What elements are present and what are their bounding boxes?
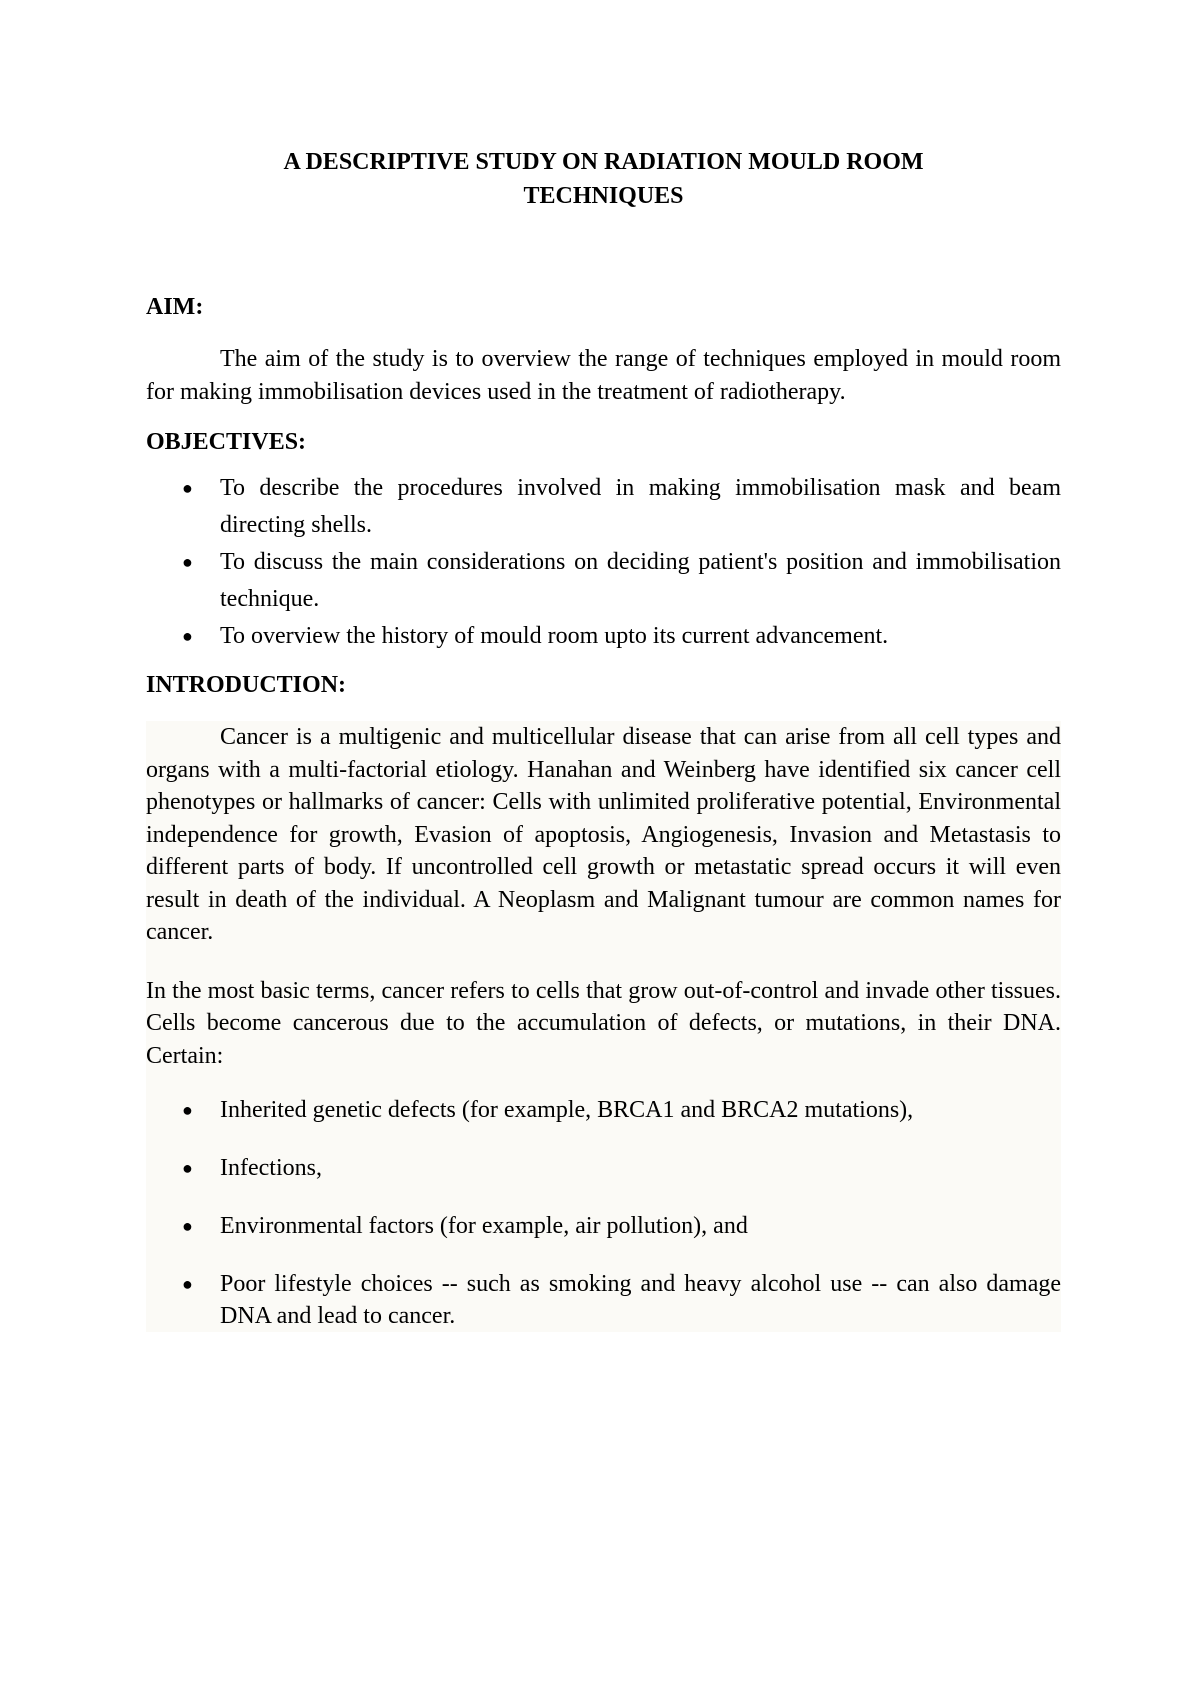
document-body (146, 145, 1061, 1358)
objective-text: To discuss the main considerations on deciding patient's position and immobilisation technique. (220, 549, 1061, 612)
title-line-2: TECHNIQUES (523, 183, 684, 209)
title-line-1: A DESCRIPTIVE STUDY ON RADIATION MOULD ROOM (283, 149, 924, 175)
objective-text: To overview the history of mould room upto its current advancement. (220, 623, 889, 649)
introduction-paragraph-2: In the most basic terms, cancer refers to cells that grow out-of-control and invade other tissues. Cells become cancerous due to the accumulation of defects, or mutations, in their DNA. Certain: (146, 977, 1061, 1069)
objectives-list (146, 470, 1061, 655)
objectives-heading: OBJECTIVES: (146, 429, 307, 455)
cause-text: Inherited genetic defects (for example, BRCA1 and BRCA2 mutations), (220, 1097, 914, 1123)
bullet-icon: ● (182, 1100, 193, 1120)
bullet-icon: ● (182, 552, 193, 572)
cause-text: Infections, (220, 1155, 322, 1181)
causes-list (146, 1094, 1061, 1332)
list-item (146, 1094, 1061, 1126)
aim-paragraph: The aim of the study is to overview the range of techniques employed in mould room for making immobilisation devices used in the treatment of radiotherapy. (146, 346, 1061, 405)
introduction-heading: INTRODUCTION: (146, 672, 347, 698)
list-item (146, 544, 1061, 618)
list-item (146, 618, 1061, 655)
introduction-paragraph-1: Cancer is a multigenic and multicellular disease that can arise from all cell types and organs with a multi-factorial etiology. Hanahan and Weinberg have identified six cancer cell phenotypes or hallmarks of cancer: Cells with unlimited proliferative potential, Environmental independence for growth, Evasion of apoptosis, Angiogenesis, Invasion and Metastasis to different parts of body. If uncontrolled cell growth or metastatic spread occurs it will even result in death of the individual. A Neoplasm and Malignant tumour are common names for cancer. (146, 724, 1061, 945)
list-item (146, 1152, 1061, 1184)
bullet-icon: ● (182, 1274, 193, 1294)
bullet-icon: ● (182, 626, 193, 646)
list-item (146, 1210, 1061, 1242)
cause-text: Poor lifestyle choices -- such as smoking and heavy alcohol use -- can also damage DNA and lead to cancer. (220, 1271, 1061, 1329)
objective-text: To describe the procedures involved in making immobilisation mask and beam directing shells. (220, 475, 1061, 538)
cause-text: Environmental factors (for example, air pollution), and (220, 1213, 748, 1239)
bullet-icon: ● (182, 1216, 193, 1236)
bullet-icon: ● (182, 478, 193, 498)
list-item (146, 470, 1061, 544)
aim-heading: AIM: (146, 294, 204, 320)
bullet-icon: ● (182, 1158, 193, 1178)
document-title (146, 145, 1061, 213)
introduction-section (146, 721, 1061, 1332)
list-item (146, 1268, 1061, 1332)
